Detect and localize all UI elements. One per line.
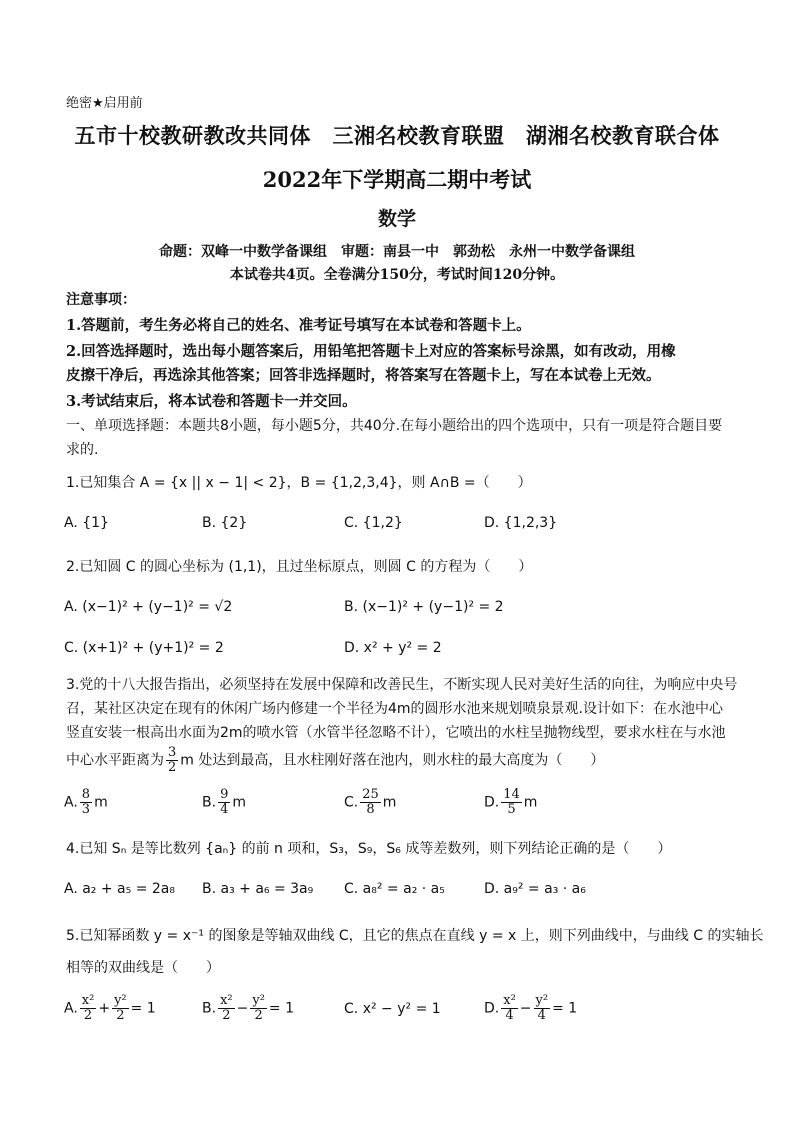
unit: m <box>382 794 397 811</box>
frac-den: 2 <box>254 1008 263 1023</box>
question-3-line: 召，某社区决定在现有的休闲广场内修建一个半径为4m的圆形水池来规划喷泉景观.设计如下：在水池中心 <box>66 701 723 717</box>
q4-option-b: B. a₃ + a₆ = 3a₉ <box>202 881 314 897</box>
q3-fraction <box>166 746 178 775</box>
frac-num: 25 <box>362 787 379 802</box>
question-2-stem: 2.已知圆 C 的圆心坐标为 (1,1)，且过坐标原点，则圆 C 的方程为（ ） <box>66 559 533 575</box>
q2-option-d: D. x² + y² = 2 <box>344 640 442 656</box>
q4-option-c: C. a₈² = a₂ · a₅ <box>344 881 445 897</box>
option-label: A. <box>64 794 78 811</box>
option-fraction <box>80 788 92 817</box>
frac-den: 2 <box>83 1008 93 1023</box>
equation-rhs: = 1 <box>268 1000 294 1017</box>
option-label: D. <box>484 1000 500 1017</box>
frac-den: 4 <box>505 1008 514 1023</box>
exam-info-line: 本试卷共4页。全卷满分150分，考试时间120分钟。 <box>229 267 565 283</box>
option-fraction <box>250 994 267 1023</box>
exam-title: 2022年下学期高二期中考试 <box>262 167 532 192</box>
option-fraction <box>501 788 522 817</box>
q3-option-b <box>202 788 246 817</box>
frac-num: 9 <box>220 787 229 802</box>
section-instructions-cont: 求的. <box>66 442 99 458</box>
q1-option-a: A. {1} <box>64 515 109 531</box>
q3-frac-den: 2 <box>168 760 177 775</box>
subject-title: 数学 <box>377 208 416 230</box>
q5-option-b <box>202 994 294 1023</box>
frac-num: y² <box>252 993 265 1008</box>
q1-option-b: B. {2} <box>202 515 248 531</box>
question-5-line: 相等的双曲线是（ ） <box>66 960 220 976</box>
question-4-stem: 4.已知 Sₙ 是等比数列 {aₙ} 的前 n 项和，S₃，S₉，S₆ 成等差数列，则下列结论正确的是（ ） <box>66 841 672 857</box>
option-label: C. <box>344 1001 359 1017</box>
question-3-line-fraction <box>66 746 604 775</box>
q3-option-d <box>484 788 537 817</box>
notes-heading: 注意事项： <box>66 292 136 308</box>
frac-den: 2 <box>222 1008 231 1023</box>
frac-den: 3 <box>81 802 91 817</box>
frac-num: y² <box>114 993 127 1008</box>
frac-den: 2 <box>116 1008 125 1023</box>
q4-option-a: A. a₂ + a₅ = 2a₈ <box>64 881 175 897</box>
confidential-label: 绝密★启用前 <box>66 96 143 111</box>
option-fraction <box>112 994 129 1023</box>
frac-num: x² <box>220 993 233 1008</box>
question-3-line: 3.党的十八大报告指出，必须坚持在发展中保障和改善民生，不断实现人民对美好生活的向往，为响应中央号 <box>66 677 738 693</box>
q3-option-c <box>344 788 396 817</box>
q3-option-a <box>64 788 108 817</box>
operator: − <box>519 1000 532 1017</box>
q3-frac-num: 3 <box>168 745 177 760</box>
question-1-stem: 1.已知集合 A = {x || x − 1| < 2}，B = {1,2,3,4}，则 A∩B =（ ） <box>66 475 532 491</box>
q3-text-before: 中心水平距离为 <box>66 752 164 769</box>
q2-option-b: B. (x−1)² + (y−1)² = 2 <box>344 599 504 615</box>
section-instructions: 一、单项选择题：本题共8小题，每小题5分，共40分.在每小题给出的四个选项中，只有一项是符合题目要 <box>66 418 723 434</box>
frac-den: 4 <box>220 802 229 817</box>
q5-option-a <box>64 994 156 1023</box>
question-3-line: 竖直安装一根高出水面为2m的喷水管（水管半径忽略不计），它喷出的水柱呈抛物线型，要求水柱在与水池 <box>66 725 726 741</box>
frac-num: 8 <box>81 787 91 802</box>
note-item: 皮擦干净后，再选涂其他答案；回答非选择题时，将答案写在答题卡上，写在本试卷上无效。 <box>66 367 661 384</box>
q1-option-d: D. {1,2,3} <box>484 515 558 531</box>
frac-den: 8 <box>366 802 375 817</box>
frac-num: x² <box>503 993 516 1008</box>
operator: − <box>236 1000 249 1017</box>
frac-den: 4 <box>537 1008 546 1023</box>
q4-option-d: D. a₉² = a₃ · a₆ <box>484 881 586 897</box>
option-label: B. <box>202 794 217 811</box>
option-fraction <box>534 994 551 1023</box>
option-fraction <box>501 994 518 1023</box>
option-label: B. <box>202 1000 217 1017</box>
authors-line: 命题：双峰一中数学备课组 审题：南县一中 郭劲松 永州一中数学备课组 <box>159 244 635 260</box>
q2-option-a: A. (x−1)² + (y−1)² = √2 <box>64 599 233 615</box>
frac-num: y² <box>535 993 549 1008</box>
option-fraction <box>80 994 97 1023</box>
note-item: 3.考试结束后，将本试卷和答题卡一并交回。 <box>66 393 357 410</box>
q1-option-c: C. {1,2} <box>344 515 403 531</box>
frac-num: x² <box>81 993 95 1008</box>
unit: m <box>94 794 108 811</box>
frac-num: 14 <box>503 787 520 802</box>
q5-option-d <box>484 994 577 1023</box>
option-fraction <box>218 788 230 817</box>
q5-option-c <box>344 1001 441 1017</box>
note-item: 2.回答选择题时，选出每小题答案后，用铅笔把答题卡上对应的答案标号涂黑，如有改动，用橡 <box>66 343 676 360</box>
option-label: A. <box>64 1000 78 1017</box>
unit: m <box>232 794 246 811</box>
option-label: D. <box>484 794 500 811</box>
equation-rhs: = 1 <box>552 1000 578 1017</box>
unit: m <box>523 794 538 811</box>
organizers-title: 五市十校教研教改共同体 三湘名校教育联盟 湖湘名校教育联合体 <box>74 123 720 148</box>
option-label: C. <box>344 794 359 811</box>
option-fraction <box>360 788 381 817</box>
question-5-line: 5.已知幂函数 y = x⁻¹ 的图象是等轴双曲线 C，且它的焦点在直线 y = x 上，则下列曲线中，与曲线 C 的实轴长 <box>66 928 764 944</box>
note-item: 1.答题前，考生务必将自己的姓名、准考证号填写在本试卷和答题卡上。 <box>66 317 531 334</box>
frac-den: 5 <box>507 802 516 817</box>
operator: + <box>98 1000 111 1017</box>
q3-text-after: m 处达到最高，且水柱刚好落在池内，则水柱的最大高度为（ ） <box>180 752 605 769</box>
option-fraction <box>218 994 235 1023</box>
q2-option-c: C. (x+1)² + (y+1)² = 2 <box>64 640 224 656</box>
equation-rhs: = 1 <box>130 1000 156 1017</box>
option-equation: x² − y² = 1 <box>362 1001 441 1017</box>
